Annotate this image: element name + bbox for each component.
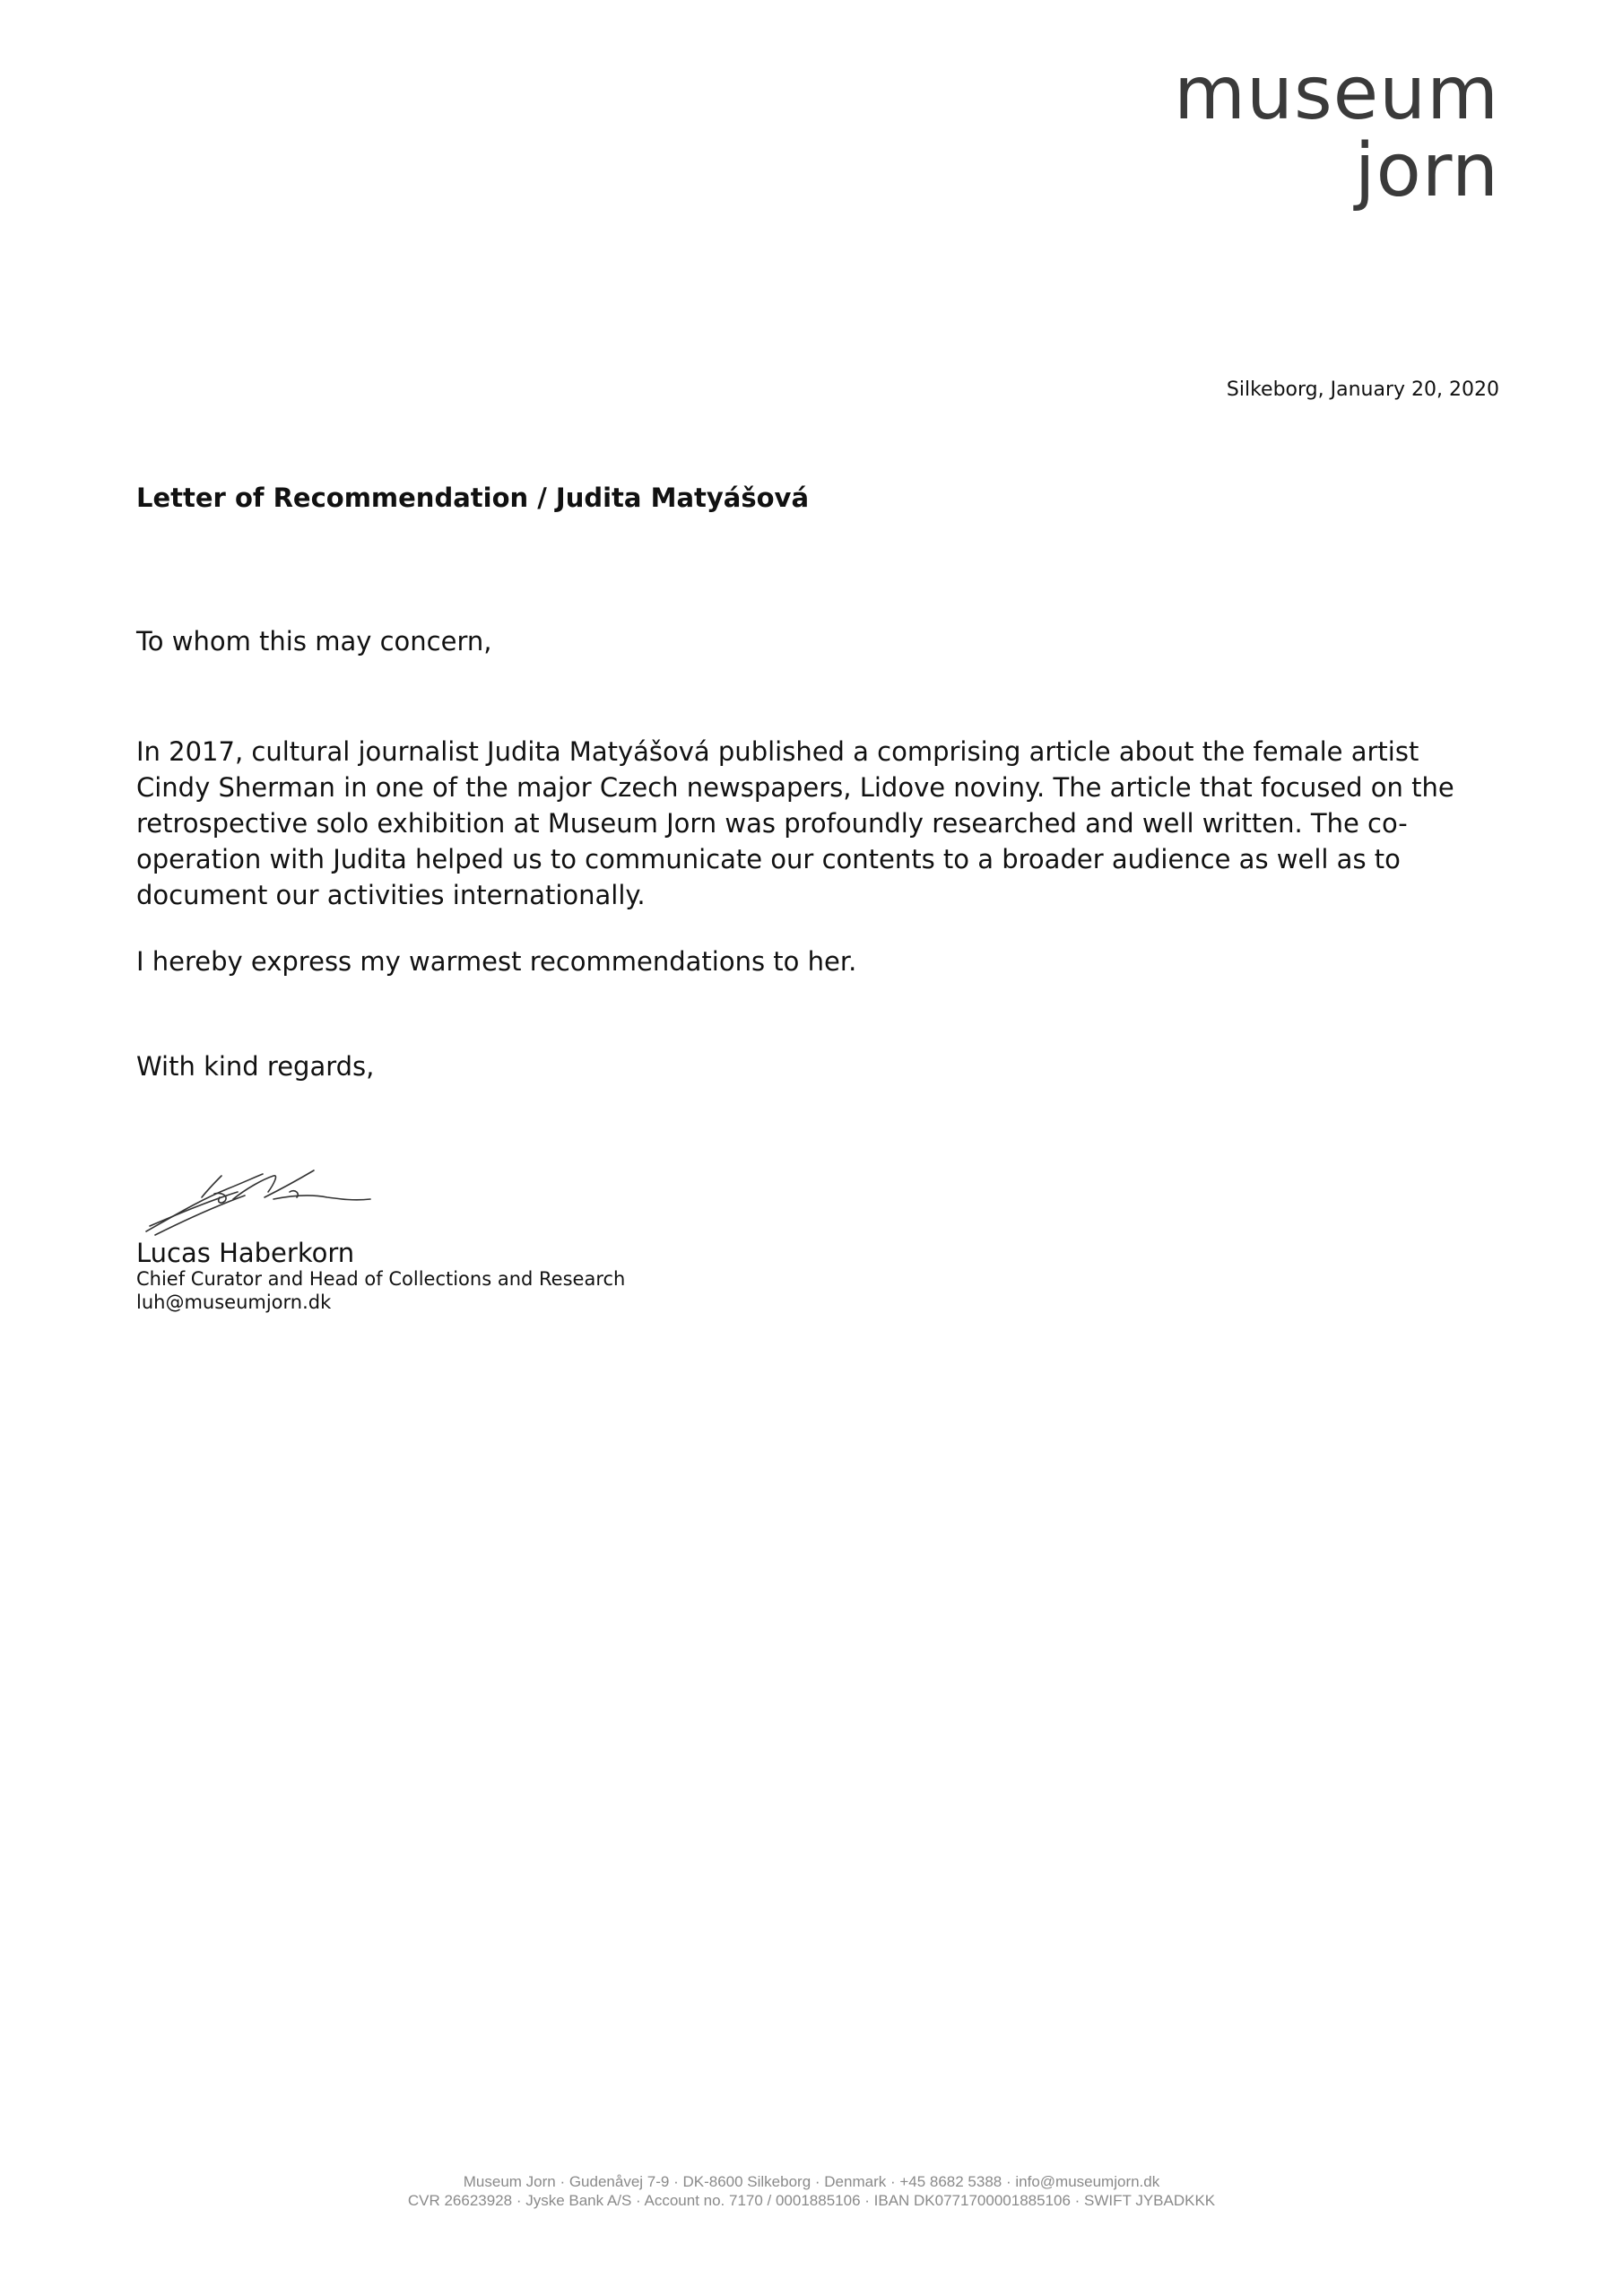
signer-email: luh@museumjorn.dk	[136, 1292, 332, 1313]
letter-salutation: To whom this may concern,	[136, 626, 492, 657]
letter-closing: With kind regards,	[136, 1051, 375, 1082]
letter-paragraph-1: In 2017, cultural journalist Judita Matyášová published a comprising article about the female artist Cindy Sherman in one of the major Czech newspapers, Lidove noviny. The article that focused on the retrospective solo exhibition at Museum Jorn was profoundly researched and well written. The co-operation with Judita helped us to communicate our contents to a broader audience as well as to document our activities internationally.	[136, 736, 1454, 910]
letter-paragraph-2: I hereby express my warmest recommendations to her.	[136, 946, 857, 977]
signer-name: Lucas Haberkorn	[136, 1238, 355, 1268]
logo-line-jorn: jorn	[1354, 128, 1499, 213]
signer-title: Chief Curator and Head of Collections and Research	[136, 1268, 626, 1290]
logo-line-museum: museum	[1174, 51, 1499, 136]
letter-subject: Letter of Recommendation / Judita Matyášová	[136, 483, 810, 513]
footer-address-line: Museum Jorn · Gudenåvej 7-9 · DK-8600 Silkeborg · Denmark · +45 8682 5388 · info@museumjorn.dk	[463, 2173, 1160, 2190]
letter-footer	[0, 2172, 1623, 2210]
footer-bank-line: CVR 26623928 · Jyske Bank A/S · Account no. 7170 / 0001885106 · IBAN DK0771700001885106 · SWIFT JYBADKKK	[407, 2192, 1216, 2209]
museum-jorn-logo	[1174, 51, 1499, 213]
handwritten-signature	[139, 1161, 381, 1242]
letter-date: Silkeborg, January 20, 2020	[1226, 378, 1499, 401]
